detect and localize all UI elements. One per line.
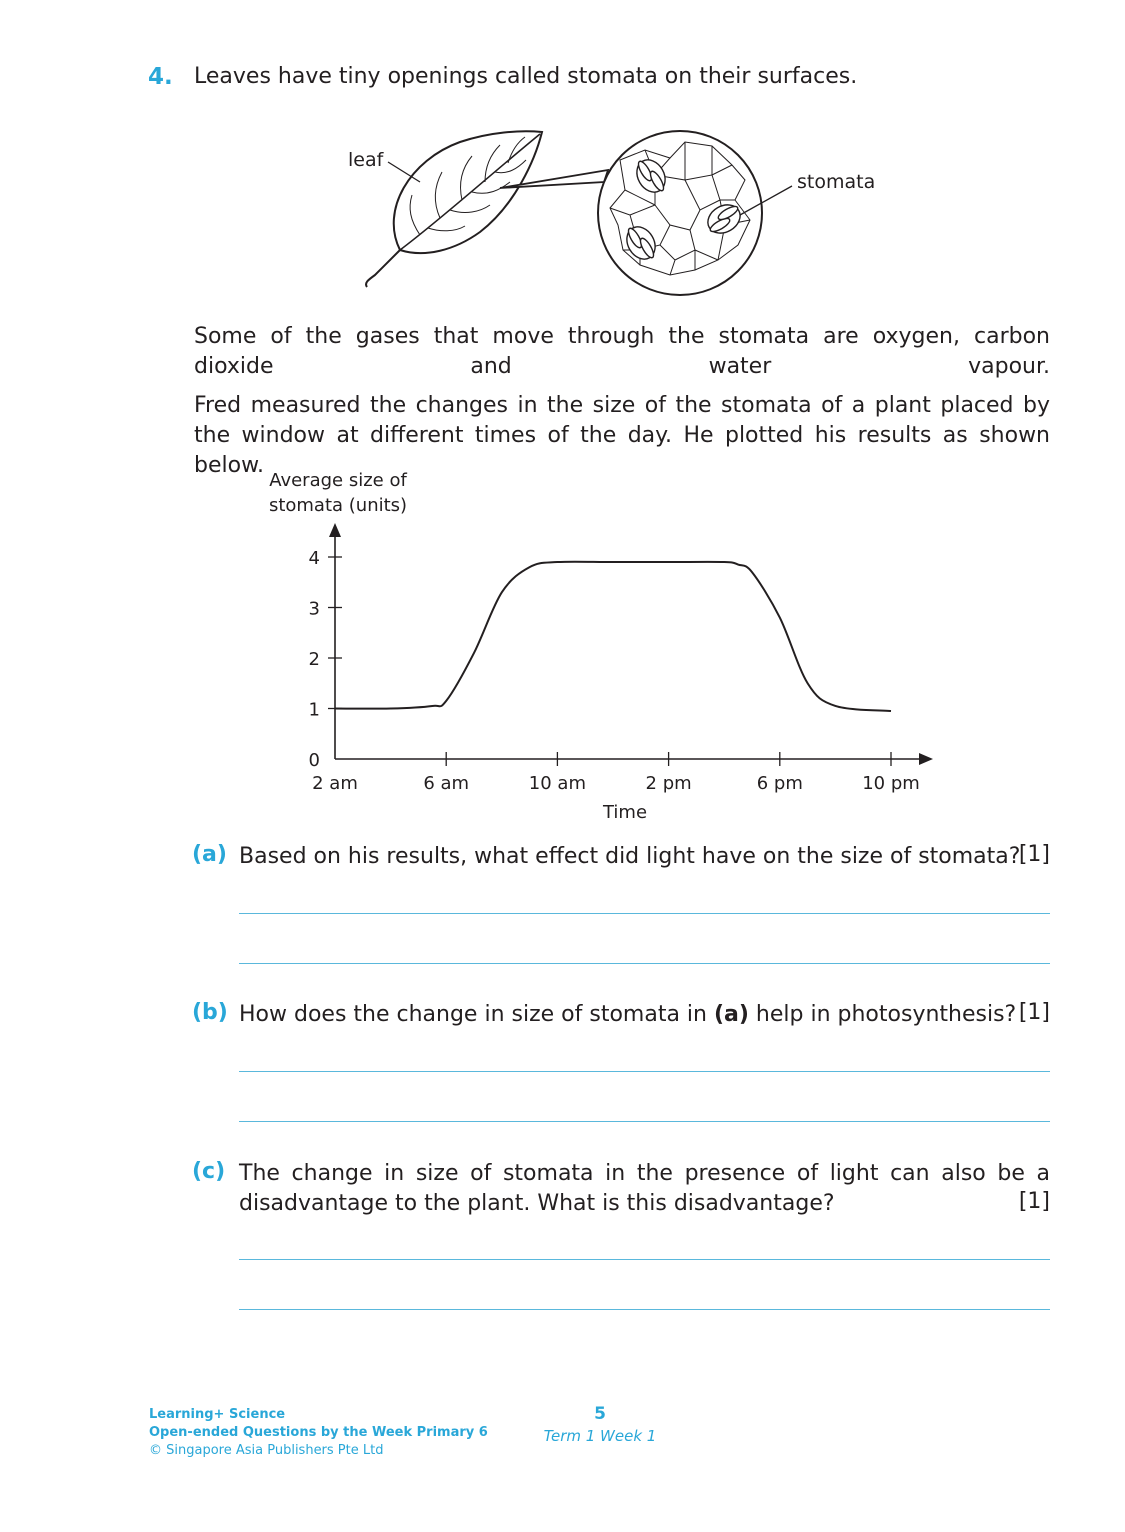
part-c-label: (c) [192, 1159, 226, 1184]
answer-line-a1[interactable] [239, 913, 1050, 914]
part-c-question-line2: disadvantage to the plant. What is this disadvantage? [239, 1191, 835, 1216]
y-axis-label-line2: stomata (units) [268, 495, 408, 516]
y-axis-arrow [329, 523, 341, 537]
page-number: 5 [594, 1404, 606, 1424]
x-tick-label: 2 pm [645, 773, 692, 794]
part-b-question [239, 1000, 1050, 1030]
paragraph-gases: Some of the gases that move through the stomata are oxygen, carbon dioxide and water vapour. [194, 324, 1050, 379]
part-c-question-line1: The change in size of stomata in the presence of light can also be a [239, 1161, 1050, 1186]
part-b-text-before: How does the change in size of stomata in [239, 1002, 714, 1027]
leaf-drawing [366, 131, 542, 287]
y-tick-label: 3 [308, 598, 320, 620]
part-b-text-after: help in photosynthesis? [748, 1002, 1017, 1027]
footer-series: Learning+ Science [149, 1407, 286, 1422]
x-axis-arrow [919, 753, 933, 765]
paragraph-experiment: Fred measured the changes in the size of the stomata of a plant placed by the window at different times of the day. He plotted his results as shown below. [194, 393, 1050, 478]
magnified-cells [598, 131, 762, 295]
part-a-label: (a) [192, 842, 227, 867]
question-number: 4. [148, 64, 173, 90]
part-b-label: (b) [192, 1000, 228, 1025]
answer-line-a2[interactable] [239, 963, 1050, 964]
chart-axes [329, 523, 933, 765]
term-week: Term 1 Week 1 [543, 1427, 657, 1445]
y-tick-label: 1 [308, 699, 320, 721]
answer-line-c2[interactable] [239, 1309, 1050, 1310]
x-tick-label: 10 am [528, 773, 587, 794]
y-tick-label: 4 [308, 548, 320, 569]
part-b-ref: (a) [713, 1002, 749, 1027]
y-tick-label: 2 [308, 649, 320, 670]
series-line [335, 562, 891, 711]
part-c-marks: [1] [1018, 1189, 1050, 1214]
answer-line-b2[interactable] [239, 1121, 1050, 1122]
x-tick-label: 10 pm [862, 773, 920, 794]
leaf-stomata-figure [340, 120, 900, 305]
part-b-marks: [1] [1018, 1000, 1050, 1025]
x-tick-label: 2 am [312, 773, 358, 794]
y-ticks [309, 548, 342, 771]
y-axis-label-line1: Average size of [269, 470, 407, 491]
answer-line-b1[interactable] [239, 1071, 1050, 1072]
footer-book-title: Open-ended Questions by the Week Primary 6 [149, 1425, 488, 1440]
x-tick-label: 6 pm [756, 773, 803, 794]
callout-pointer [500, 170, 608, 188]
leaf-label: leaf [348, 149, 384, 171]
part-a-question: Based on his results, what effect did light have on the size of stomata? [239, 844, 1021, 869]
stomata-size-chart [250, 460, 950, 835]
y-tick-label: 0 [308, 750, 320, 771]
footer-copyright: © Singapore Asia Publishers Pte Ltd [149, 1443, 384, 1458]
answer-line-c1[interactable] [239, 1259, 1050, 1260]
stomata-label: stomata [797, 171, 876, 193]
x-axis-label: Time [602, 802, 648, 823]
question-intro: Leaves have tiny openings called stomata on their surfaces. [194, 64, 858, 89]
x-tick-label: 6 am [423, 773, 470, 794]
footer-publisher [149, 1406, 488, 1460]
part-a-marks: [1] [1018, 842, 1050, 867]
